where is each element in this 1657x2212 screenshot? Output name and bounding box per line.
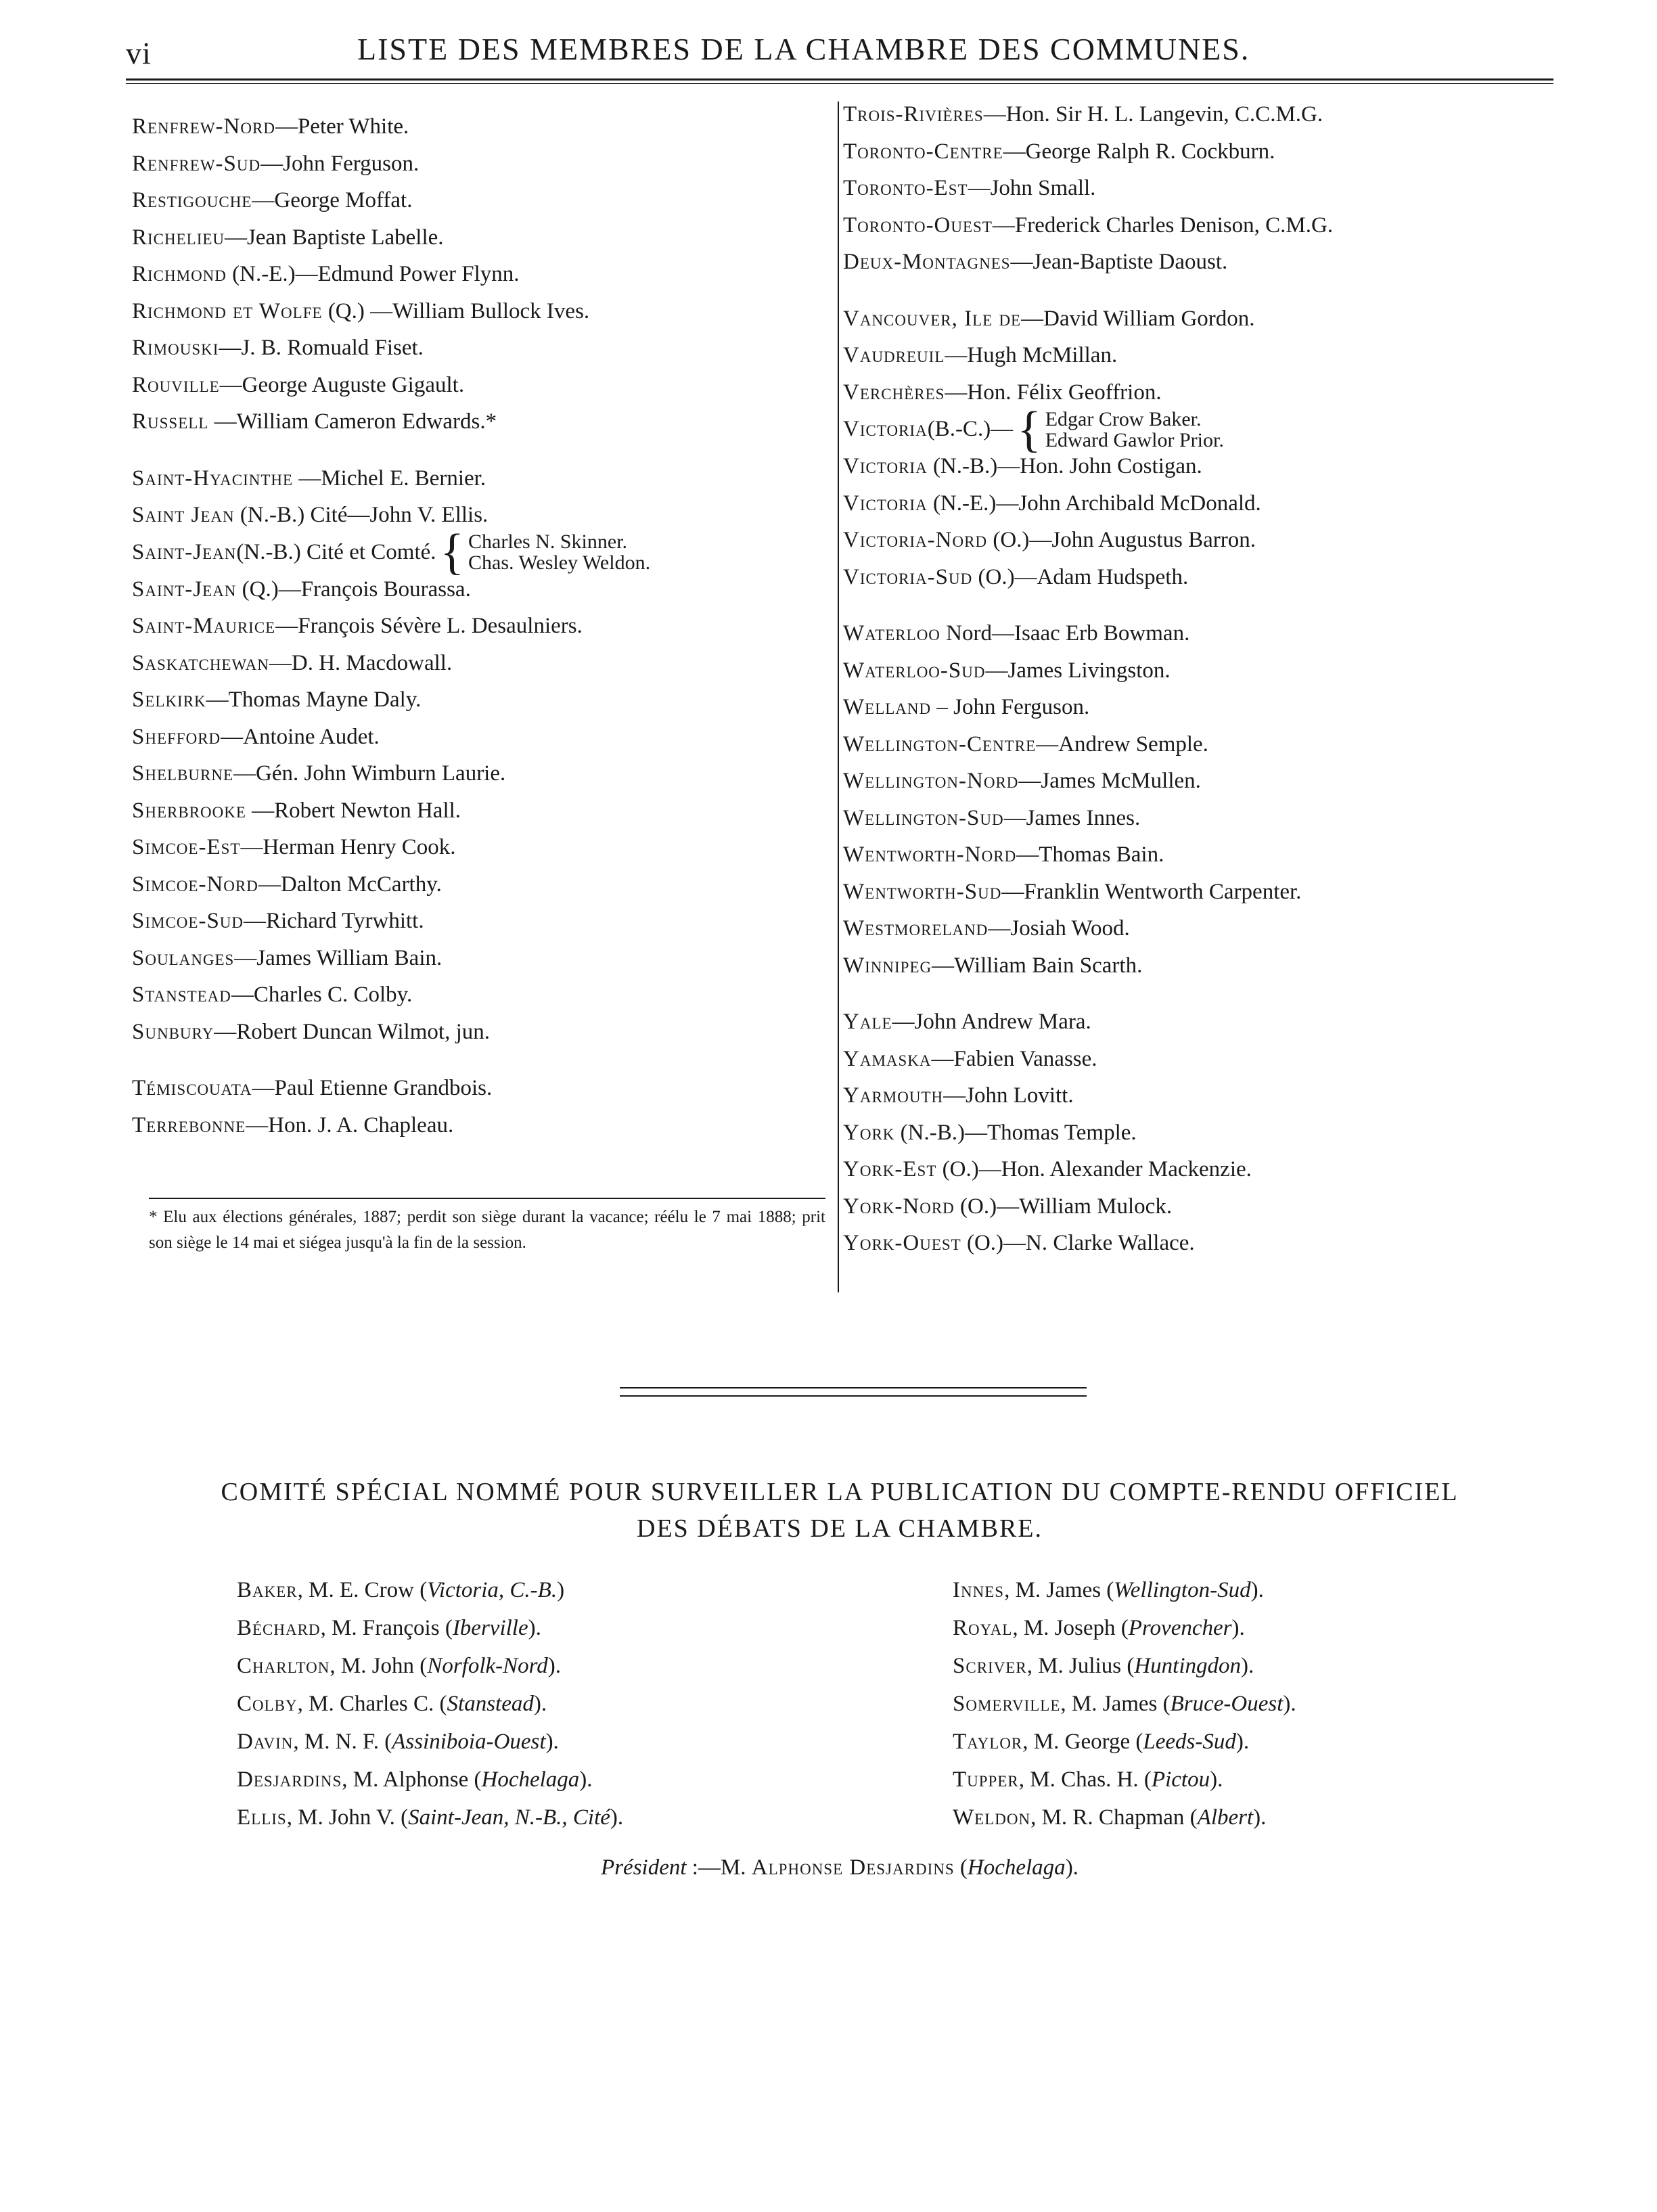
member-riding-close: ). bbox=[1210, 1767, 1223, 1792]
constituency-entry-shared bbox=[132, 524, 829, 580]
constituency-member: —David William Gordon. bbox=[1021, 306, 1255, 331]
constituency-member: —John Ferguson. bbox=[260, 151, 419, 176]
constituency-entry bbox=[843, 874, 1560, 911]
member-riding: Leeds-Sud bbox=[1143, 1730, 1236, 1754]
constituency-member: (Q.)—François Bourassa. bbox=[236, 577, 471, 602]
committee-member bbox=[237, 1685, 913, 1723]
constituency-name: Winnipeg bbox=[843, 953, 932, 978]
constituency-entry bbox=[132, 1014, 829, 1051]
constituency-entry bbox=[843, 947, 1560, 985]
member-given-name: , M. François ( bbox=[320, 1616, 453, 1640]
member-riding-close: ). bbox=[545, 1730, 559, 1754]
constituency-name: Wellington-Nord bbox=[843, 769, 1019, 793]
footnote-rule bbox=[149, 1198, 825, 1199]
member-riding: Stanstead bbox=[447, 1692, 534, 1716]
constituency-member: (N.-B.)—Hon. John Costigan. bbox=[927, 454, 1202, 478]
constituency-member: —Robert Newton Hall. bbox=[246, 798, 461, 823]
constituency-entry bbox=[843, 1003, 1560, 1041]
constituency-member: —John Andrew Mara. bbox=[892, 1010, 1091, 1034]
constituency-entry bbox=[132, 940, 829, 977]
constituency-entry bbox=[843, 207, 1560, 244]
constituency-member: —James McMullen. bbox=[1018, 769, 1201, 793]
member-given-name: , M. Charles C. ( bbox=[297, 1692, 447, 1716]
constituency-name: Waterloo-Sud bbox=[843, 658, 986, 683]
constituency-detail: (N.-B.) Cité et Comté. bbox=[236, 539, 436, 564]
constituency-name: Yarmouth bbox=[843, 1083, 944, 1108]
group-gap bbox=[132, 441, 829, 460]
constituency-name: Victoria bbox=[843, 454, 928, 478]
constituency-entry bbox=[132, 293, 829, 330]
constituency-entry bbox=[843, 170, 1560, 207]
constituency-entry bbox=[843, 652, 1560, 690]
member-surname: Taylor bbox=[953, 1730, 1023, 1754]
constituency-entry bbox=[132, 256, 829, 293]
member-surname: Ellis bbox=[237, 1805, 287, 1830]
constituency-entry bbox=[843, 1041, 1560, 1078]
constituency-member: —Richard Tyrwhitt. bbox=[244, 909, 424, 933]
constituency-name: Wentworth-Sud bbox=[843, 879, 1002, 904]
constituency-name: Toronto-Est bbox=[843, 176, 968, 200]
member-name: Edgar Crow Baker. bbox=[1045, 407, 1202, 430]
committee-member bbox=[953, 1799, 1562, 1836]
constituency-entry bbox=[132, 403, 829, 441]
president-separator: :—M. bbox=[686, 1855, 752, 1880]
constituency-name: Saskatchewan bbox=[132, 650, 269, 675]
constituency-member: —Gén. John Wimburn Laurie. bbox=[233, 761, 506, 786]
constituency-entry bbox=[843, 763, 1560, 800]
member-given-name: , M. James ( bbox=[1004, 1578, 1114, 1602]
constituency-name: Wentworth-Nord bbox=[843, 842, 1017, 867]
committee-member bbox=[953, 1761, 1562, 1799]
constituency-member: (O.)—William Mulock. bbox=[954, 1194, 1173, 1219]
constituency-member: – John Ferguson. bbox=[931, 695, 1090, 719]
constituency-entry bbox=[843, 726, 1560, 763]
constituency-member: —George Moffat. bbox=[252, 188, 413, 212]
member-name: Chas. Wesley Weldon. bbox=[468, 551, 651, 574]
constituency-name: York bbox=[843, 1120, 895, 1145]
constituency-name: Restigouche bbox=[132, 188, 252, 212]
constituency-entry bbox=[843, 1151, 1560, 1188]
constituency-member: —John Small. bbox=[968, 176, 1096, 200]
member-given-name: , M. Julius ( bbox=[1026, 1654, 1135, 1678]
constituency-entry bbox=[843, 689, 1560, 726]
constituency-entry bbox=[132, 719, 829, 756]
committee-member bbox=[237, 1799, 913, 1836]
constituency-name: Shelburne bbox=[132, 761, 234, 786]
constituency-entry bbox=[843, 615, 1560, 652]
member-riding-close: ). bbox=[1283, 1692, 1296, 1716]
constituency-entry-shared bbox=[843, 401, 1560, 457]
constituency-entry bbox=[843, 800, 1560, 837]
committee-title-line-1: COMITÉ SPÉCIAL NOMMÉ POUR SURVEILLER LA PUBLICATION DU COMPTE-RENDU OFFICIEL bbox=[221, 1478, 1459, 1506]
member-surname: Baker bbox=[237, 1578, 298, 1602]
constituency-member: —Hon. Félix Geoffrion. bbox=[945, 380, 1162, 405]
member-riding-close: ). bbox=[528, 1616, 541, 1640]
constituency-member: (Q.) —William Bullock Ives. bbox=[322, 298, 590, 323]
constituency-name: Soulanges bbox=[132, 945, 235, 970]
constituency-name: Témiscouata bbox=[132, 1076, 252, 1100]
constituency-name: Victoria-Sud bbox=[843, 564, 973, 589]
member-surname: Desjardins bbox=[237, 1767, 342, 1792]
constituency-member: —James Innes. bbox=[1003, 805, 1141, 830]
constituency-name: Richmond et Wolfe bbox=[132, 298, 323, 323]
member-riding-close: ). bbox=[579, 1767, 593, 1792]
page-number: vi bbox=[126, 36, 152, 70]
president-name: Alphonse Desjardins bbox=[751, 1855, 955, 1880]
constituency-entry bbox=[843, 910, 1560, 947]
section-rule bbox=[620, 1387, 1087, 1397]
constituency-name: Trois-Rivières bbox=[843, 102, 984, 127]
constituency-member: —George Ralph R. Cockburn. bbox=[1003, 139, 1275, 164]
constituency-entry bbox=[843, 522, 1560, 559]
constituency-name: Saint-Maurice bbox=[132, 614, 276, 638]
constituency-entry bbox=[843, 1114, 1560, 1152]
constituency-entry bbox=[843, 300, 1560, 338]
constituency-name: Saint-Hyacinthe bbox=[132, 466, 294, 491]
member-surname: Tupper bbox=[953, 1767, 1019, 1792]
constituency-name: York-Est bbox=[843, 1157, 937, 1181]
member-surname: Innes bbox=[953, 1578, 1005, 1602]
constituency-member: —Robert Duncan Wilmot, jun. bbox=[214, 1019, 490, 1044]
constituency-name: Yale bbox=[843, 1010, 892, 1034]
member-surname: Royal bbox=[953, 1616, 1013, 1640]
constituency-member: (N.-B.)—Thomas Temple. bbox=[894, 1120, 1137, 1145]
constituency-member: —Herman Henry Cook. bbox=[240, 835, 456, 859]
constituency-member: —Thomas Mayne Daly. bbox=[206, 687, 422, 712]
constituency-name: Westmoreland bbox=[843, 916, 989, 941]
constituency-member: (O.)—Adam Hudspeth. bbox=[972, 564, 1189, 589]
member-riding-close: ). bbox=[610, 1805, 624, 1830]
member-riding: Assiniboia-Ouest bbox=[392, 1730, 546, 1754]
group-gap bbox=[132, 1050, 829, 1070]
president-label: Président bbox=[601, 1855, 687, 1880]
committee-member bbox=[237, 1571, 913, 1609]
member-riding-close: ). bbox=[1235, 1730, 1250, 1754]
constituency-member: —John Lovitt. bbox=[943, 1083, 1074, 1108]
constituency-name: Selkirk bbox=[132, 687, 206, 712]
member-riding: Hochelaga bbox=[481, 1767, 580, 1792]
constituency-entry bbox=[843, 448, 1560, 485]
constituency-name: Toronto-Centre bbox=[843, 139, 1003, 164]
committee-member bbox=[237, 1723, 913, 1761]
constituency-member: —Thomas Bain. bbox=[1016, 842, 1164, 867]
committee-member bbox=[953, 1571, 1562, 1609]
member-given-name: , M. George ( bbox=[1022, 1730, 1143, 1754]
constituency-name: Welland bbox=[843, 695, 932, 719]
constituency-entry bbox=[132, 367, 829, 404]
constituency-member: —William Bain Scarth. bbox=[932, 953, 1143, 978]
committee-title bbox=[126, 1474, 1553, 1547]
constituency-member: —Andrew Semple. bbox=[1036, 731, 1208, 757]
constituency-member: —Hon. Sir H. L. Langevin, C.C.M.G. bbox=[983, 102, 1323, 127]
constituency-entry bbox=[132, 182, 829, 219]
member-riding-close: ). bbox=[1240, 1654, 1254, 1678]
committee-members-right bbox=[953, 1571, 1562, 1836]
group-gap bbox=[843, 281, 1560, 300]
group-gap bbox=[843, 595, 1560, 615]
constituency-name: Yamaska bbox=[843, 1046, 932, 1071]
member-names bbox=[468, 531, 650, 573]
member-riding: Albert bbox=[1197, 1805, 1254, 1830]
constituency-member: —Dalton McCarthy. bbox=[258, 872, 442, 897]
constituency-entry bbox=[132, 903, 829, 940]
constituency-member: (N.-E.)—John Archibald McDonald. bbox=[927, 491, 1261, 516]
column-divider bbox=[838, 101, 839, 1292]
constituency-member: —François Sévère L. Desaulniers. bbox=[275, 614, 583, 638]
member-riding: Provencher bbox=[1128, 1616, 1232, 1640]
brace-icon: { bbox=[440, 524, 465, 580]
constituency-member: (O.)—N. Clarke Wallace. bbox=[961, 1231, 1195, 1255]
constituency-member: —Franklin Wentworth Carpenter. bbox=[1001, 879, 1302, 904]
constituency-name: Saint Jean bbox=[132, 503, 235, 527]
footnote: * Elu aux élections générales, 1887; perdit son siège durant la vacance; réélu le 7 mai 1888; prit son siège le 14 mai et siégea jusqu'à la fin de la session. bbox=[149, 1208, 825, 1252]
member-riding: Victoria, C.-B. bbox=[427, 1578, 558, 1602]
constituency-entry bbox=[132, 976, 829, 1014]
constituency-entry bbox=[843, 96, 1560, 133]
member-riding: Bruce-Ouest bbox=[1170, 1692, 1284, 1716]
member-riding: Pictou bbox=[1151, 1767, 1210, 1792]
constituency-member: —Hon. J. A. Chapleau. bbox=[246, 1112, 454, 1137]
constituency-name: Sherbrooke bbox=[132, 798, 246, 823]
constituency-entry bbox=[843, 559, 1560, 596]
right-column bbox=[843, 96, 1560, 1262]
constituency-name: Wellington-Sud bbox=[843, 805, 1004, 830]
member-surname: Charlton bbox=[237, 1654, 330, 1678]
constituency-entry bbox=[132, 829, 829, 866]
constituency-name: York-Ouest bbox=[843, 1231, 961, 1255]
constituency-member: —J. B. Romuald Fiset. bbox=[219, 336, 424, 360]
constituency-name: Victoria-Nord bbox=[843, 528, 988, 552]
committee-member bbox=[953, 1609, 1562, 1647]
committee-member bbox=[953, 1647, 1562, 1685]
member-names bbox=[1045, 409, 1224, 451]
constituency-entry bbox=[132, 330, 829, 367]
constituency-entry bbox=[132, 571, 829, 608]
constituency-entry bbox=[843, 337, 1560, 374]
constituency-member: —Fabien Vanasse. bbox=[931, 1046, 1097, 1071]
constituency-name: Shefford bbox=[132, 724, 221, 749]
committee-president bbox=[126, 1855, 1553, 1880]
constituency-member: —George Auguste Gigault. bbox=[219, 372, 465, 397]
constituency-member: —James Livingston. bbox=[985, 658, 1171, 683]
constituency-name: Waterloo bbox=[843, 621, 940, 646]
constituency-entry bbox=[132, 755, 829, 792]
member-riding: Saint-Jean, N.-B., Cité bbox=[408, 1805, 610, 1830]
constituency-entry bbox=[132, 1070, 829, 1107]
member-surname: Somerville bbox=[953, 1692, 1061, 1716]
member-riding: Huntingdon bbox=[1134, 1654, 1241, 1678]
constituency-name: Russell bbox=[132, 409, 209, 434]
committee-member bbox=[237, 1761, 913, 1799]
constituency-member: —Jean-Baptiste Daoust. bbox=[1010, 250, 1228, 274]
brace-icon: { bbox=[1017, 401, 1041, 457]
constituency-member: —Jean Baptiste Labelle. bbox=[225, 225, 444, 250]
constituency-member: —Frederick Charles Denison, C.M.G. bbox=[992, 212, 1334, 238]
member-given-name: , M. R. Chapman ( bbox=[1030, 1805, 1198, 1830]
committee-member bbox=[237, 1647, 913, 1685]
member-riding-close: ) bbox=[557, 1578, 565, 1602]
constituency-name: Saint-Jean bbox=[132, 539, 237, 564]
member-given-name: , M. Chas. H. ( bbox=[1018, 1767, 1152, 1792]
constituency-entry bbox=[132, 460, 829, 497]
constituency-entry bbox=[843, 133, 1560, 171]
constituency-entry bbox=[132, 792, 829, 830]
constituency-member: —Josiah Wood. bbox=[988, 916, 1130, 941]
president-riding: Hochelaga bbox=[967, 1855, 1066, 1880]
constituency-entry bbox=[132, 108, 829, 145]
constituency-member: —William Cameron Edwards.* bbox=[208, 409, 497, 434]
member-surname: Béchard bbox=[237, 1616, 321, 1640]
constituency-member: (O.)—John Augustus Barron. bbox=[987, 528, 1256, 552]
constituency-member: —D. H. Macdowall. bbox=[269, 650, 453, 675]
constituency-name: Verchères bbox=[843, 380, 945, 405]
constituency-member: Nord—Isaac Erb Bowman. bbox=[940, 621, 1190, 646]
member-given-name: , M. Joseph ( bbox=[1012, 1616, 1129, 1640]
member-given-name: , M. John ( bbox=[330, 1654, 428, 1678]
constituency-name: Victoria bbox=[843, 417, 928, 442]
constituency-entry bbox=[132, 219, 829, 256]
group-gap bbox=[843, 984, 1560, 1003]
constituency-name: Richelieu bbox=[132, 225, 225, 250]
constituency-name: Simcoe-Nord bbox=[132, 872, 258, 897]
constituency-entry bbox=[132, 645, 829, 682]
member-riding-close: ). bbox=[533, 1692, 547, 1716]
member-riding: Iberville bbox=[452, 1616, 528, 1640]
constituency-entry bbox=[132, 145, 829, 183]
constituency-name: Toronto-Ouest bbox=[843, 212, 993, 238]
constituency-name: Sunbury bbox=[132, 1019, 214, 1044]
constituency-detail: (B.-C.)— bbox=[927, 417, 1014, 442]
constituency-member: (O.)—Hon. Alexander Mackenzie. bbox=[936, 1157, 1252, 1181]
constituency-entry bbox=[132, 866, 829, 903]
constituency-name: Rimouski bbox=[132, 336, 219, 360]
constituency-name: Terrebonne bbox=[132, 1112, 246, 1137]
constituency-entry bbox=[843, 1077, 1560, 1114]
constituency-name: Rouville bbox=[132, 372, 220, 397]
constituency-entry bbox=[843, 1188, 1560, 1225]
constituency-name: Richmond bbox=[132, 262, 227, 286]
constituency-name: Vancouver, Ile de bbox=[843, 306, 1022, 331]
constituency-member: —Hugh McMillan. bbox=[945, 343, 1118, 367]
member-riding-close: ). bbox=[1253, 1805, 1267, 1830]
constituency-entry bbox=[132, 1107, 829, 1144]
committee-members-left bbox=[237, 1571, 913, 1836]
member-riding: Norfolk-Nord bbox=[427, 1654, 548, 1678]
member-name: Edward Gawlor Prior. bbox=[1045, 428, 1224, 451]
constituency-member: —James William Bain. bbox=[234, 945, 442, 970]
committee-title-line-2: DES DÉBATS DE LA CHAMBRE. bbox=[637, 1514, 1043, 1543]
constituency-name: Victoria bbox=[843, 491, 928, 516]
constituency-entry bbox=[843, 1225, 1560, 1262]
member-riding: Wellington-Sud bbox=[1114, 1578, 1251, 1602]
member-surname: Weldon bbox=[953, 1805, 1031, 1830]
header-rule bbox=[126, 78, 1553, 84]
constituency-entry bbox=[132, 681, 829, 719]
committee-member bbox=[953, 1685, 1562, 1723]
constituency-name: Simcoe-Est bbox=[132, 835, 241, 859]
president-riding-open: ( bbox=[954, 1855, 968, 1880]
constituency-name: Wellington-Centre bbox=[843, 731, 1037, 757]
constituency-name: Vaudreuil bbox=[843, 343, 945, 367]
constituency-name: Renfrew-Sud bbox=[132, 151, 261, 176]
member-surname: Davin bbox=[237, 1730, 294, 1754]
constituency-entry bbox=[843, 485, 1560, 522]
constituency-name: Saint-Jean bbox=[132, 577, 237, 602]
committee-member bbox=[953, 1723, 1562, 1761]
constituency-member: —Peter White. bbox=[275, 114, 409, 139]
constituency-name: Simcoe-Sud bbox=[132, 909, 244, 933]
constituency-name: Renfrew-Nord bbox=[132, 114, 275, 139]
left-column bbox=[132, 108, 829, 1144]
constituency-entry bbox=[843, 836, 1560, 874]
constituency-name: York-Nord bbox=[843, 1194, 955, 1219]
member-given-name: , M. John V. ( bbox=[286, 1805, 409, 1830]
constituency-member: —Michel E. Bernier. bbox=[293, 466, 486, 491]
member-given-name: , M. E. Crow ( bbox=[297, 1578, 428, 1602]
constituency-member: (N.-E.)—Edmund Power Flynn. bbox=[226, 262, 520, 286]
member-name: Charles N. Skinner. bbox=[468, 531, 628, 553]
member-surname: Scriver bbox=[953, 1654, 1027, 1678]
constituency-member: —Charles C. Colby. bbox=[231, 983, 413, 1007]
president-riding-close: ). bbox=[1065, 1855, 1079, 1880]
constituency-name: Stanstead bbox=[132, 983, 231, 1007]
constituency-name: Deux-Montagnes bbox=[843, 250, 1011, 274]
constituency-entry bbox=[132, 497, 829, 534]
constituency-member: —Antoine Audet. bbox=[221, 724, 380, 749]
member-riding-close: ). bbox=[1231, 1616, 1245, 1640]
member-surname: Colby bbox=[237, 1692, 298, 1716]
member-given-name: , M. N. F. ( bbox=[293, 1730, 392, 1754]
constituency-member: —Paul Etienne Grandbois. bbox=[252, 1076, 493, 1100]
member-given-name: , M. James ( bbox=[1060, 1692, 1171, 1716]
member-riding-close: ). bbox=[1250, 1578, 1264, 1602]
constituency-member: (N.-B.) Cité—John V. Ellis. bbox=[234, 503, 489, 527]
member-riding-close: ). bbox=[547, 1654, 562, 1678]
member-given-name: , M. Alphonse ( bbox=[342, 1767, 482, 1792]
constituency-entry bbox=[843, 244, 1560, 281]
running-title: LISTE DES MEMBRES DE LA CHAMBRE DES COMMUNES. bbox=[357, 32, 1250, 66]
constituency-entry bbox=[843, 374, 1560, 411]
committee-member bbox=[237, 1609, 913, 1647]
constituency-entry bbox=[132, 608, 829, 645]
